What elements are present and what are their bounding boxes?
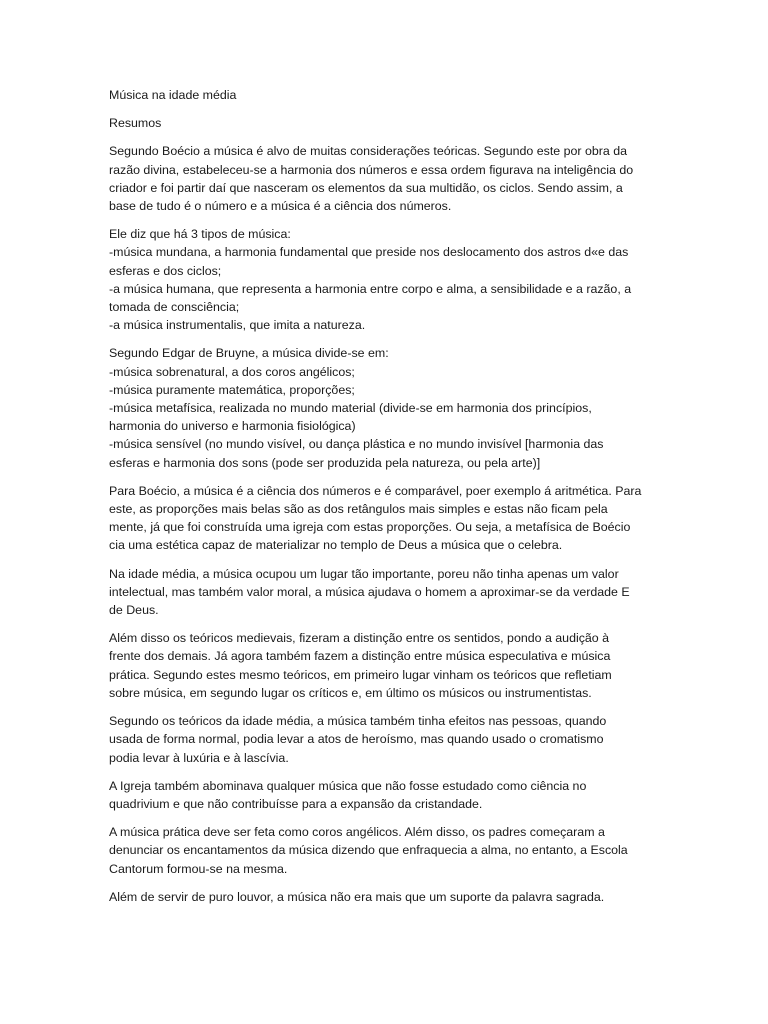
paragraph-line: harmonia do universo e harmonia fisiológica) bbox=[109, 419, 356, 434]
paragraph bbox=[109, 142, 661, 215]
paragraph-line: -a música humana, que representa a harmonia entre corpo e alma, a sensibilidade e a razão, a bbox=[109, 281, 632, 296]
paragraph-line: usada de forma normal, podia levar a atos de heroísmo, mas quando usado o cromatismo bbox=[109, 732, 604, 747]
paragraph-line: -música metafísica, realizada no mundo material (divide-se em harmonia dos princípios, bbox=[109, 401, 592, 416]
paragraph bbox=[109, 482, 661, 555]
paragraph bbox=[109, 344, 661, 471]
paragraph-line: Ele diz que há 3 tipos de música: bbox=[109, 227, 291, 242]
paragraph-line: sobre música, em segundo lugar os críticos e, em último os músicos ou instrumentistas. bbox=[109, 685, 592, 700]
paragraph bbox=[109, 777, 661, 813]
paragraph-line: Segundo os teóricos da idade média, a música também tinha efeitos nas pessoas, quando bbox=[109, 714, 607, 729]
paragraph-line: esferas e dos ciclos; bbox=[109, 263, 222, 278]
paragraph-line: quadrivium e que não contribuísse para a expansão da cristandade. bbox=[109, 796, 483, 811]
document-subtitle: Resumos bbox=[109, 116, 162, 131]
paragraph-line: Cantorum formou-se na mesma. bbox=[109, 861, 288, 876]
paragraph-line: Na idade média, a música ocupou um lugar tão importante, poreu não tinha apenas um valor bbox=[109, 566, 619, 581]
paragraph-line: Além disso os teóricos medievais, fizeram a distinção entre os sentidos, pondo a audição à bbox=[109, 631, 610, 646]
paragraph bbox=[109, 823, 661, 878]
paragraph-line: tomada de consciência; bbox=[109, 300, 240, 315]
paragraph-line: este, as proporções mais belas são as dos retângulos mais simples e estas não ficam pela bbox=[109, 502, 608, 517]
paragraph-line: frente dos demais. Já agora também fazem a distinção entre música especulativa e música bbox=[109, 649, 611, 664]
paragraph-line: Segundo Boécio a música é alvo de muitas considerações teóricas. Segundo este por obra da bbox=[109, 144, 627, 159]
paragraph bbox=[109, 712, 661, 767]
paragraph-line: esferas e harmonia dos sons (pode ser produzida pela natureza, ou pela arte)] bbox=[109, 455, 541, 470]
paragraph bbox=[109, 565, 661, 620]
paragraph-line: prática. Segundo estes mesmo teóricos, em primeiro lugar vinham os teóricos que refletiam bbox=[109, 667, 612, 682]
document-title: Música na idade média bbox=[109, 88, 237, 102]
paragraph-line: Segundo Edgar de Bruyne, a música divide-se em: bbox=[109, 346, 389, 361]
paragraph-line: denunciar os encantamentos da música dizendo que enfraquecia a alma, no entanto, a Escola bbox=[109, 843, 628, 858]
paragraph-line: mente, já que foi construída uma igreja com estas proporções. Ou seja, a metafísica de Boécio bbox=[109, 520, 631, 535]
document-page bbox=[109, 86, 661, 916]
paragraph-line: criador e foi partir daí que nasceram os elementos da sua multidão, os ciclos. Sendo assim, a bbox=[109, 180, 623, 195]
paragraph-line: A música prática deve ser feta como coros angélicos. Além disso, os padres começaram a bbox=[109, 825, 605, 840]
paragraph bbox=[109, 629, 661, 702]
paragraph-line: intelectual, mas também valor moral, a música ajudava o homem a aproximar-se da verdade E bbox=[109, 584, 630, 599]
document-body bbox=[109, 142, 661, 906]
paragraph-line: -música mundana, a harmonia fundamental que preside nos deslocamento dos astros d«e das bbox=[109, 245, 629, 260]
paragraph-line: Para Boécio, a música é a ciência dos números e é comparável, poer exemplo á aritmética. Para bbox=[109, 483, 642, 498]
paragraph bbox=[109, 888, 661, 906]
paragraph bbox=[109, 225, 661, 334]
paragraph-line: Além de servir de puro louvor, a música não era mais que um suporte da palavra sagrada. bbox=[109, 889, 605, 904]
paragraph-line: razão divina, estabeleceu-se a harmonia dos números e essa ordem figurava na inteligência do bbox=[109, 162, 634, 177]
paragraph-line: -música sobrenatural, a dos coros angélicos; bbox=[109, 364, 355, 379]
paragraph-line: -música puramente matemática, proporções; bbox=[109, 382, 355, 397]
paragraph-line: de Deus. bbox=[109, 603, 159, 618]
paragraph-line: -a música instrumentalis, que imita a natureza. bbox=[109, 318, 366, 333]
paragraph-line: A Igreja também abominava qualquer música que não fosse estudado como ciência no bbox=[109, 778, 587, 793]
paragraph-line: cia uma estética capaz de materializar no templo de Deus a música que o celebra. bbox=[109, 538, 563, 553]
paragraph-line: -música sensível (no mundo visível, ou dança plástica e no mundo invisível [harmonia das bbox=[109, 437, 604, 452]
paragraph-line: base de tudo é o número e a música é a ciência dos números. bbox=[109, 199, 452, 214]
paragraph-line: podia levar à luxúria e à lascívia. bbox=[109, 750, 289, 765]
